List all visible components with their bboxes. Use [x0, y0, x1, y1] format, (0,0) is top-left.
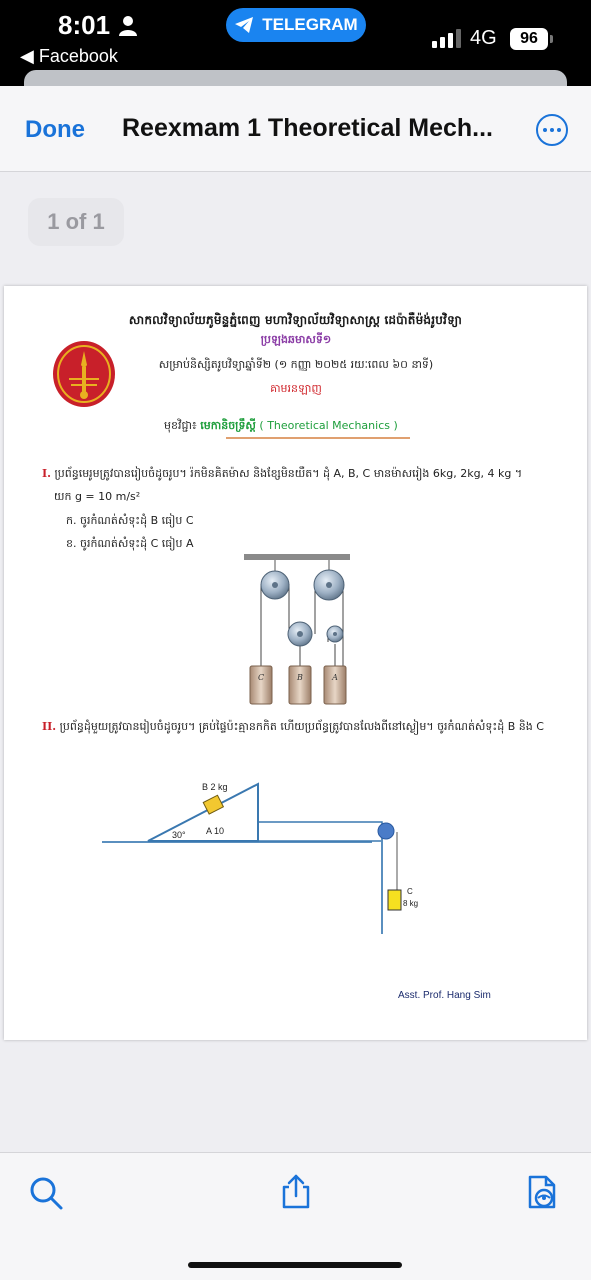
university-header: សាកលវិទ្យាល័យភូមិន្ទភ្នំពេញ មហាវិទ្យាល័យវិទ្យាសាស្ត្រ ដេប៉ាតឺម៉ង់រូបវិទ្យា: [128, 313, 463, 327]
telegram-icon: [234, 16, 254, 34]
subject-english: ( Theoretical Mechanics ): [255, 419, 398, 432]
status-time: 8:01: [58, 10, 111, 40]
block-c-name: C: [407, 887, 413, 896]
battery-level: 96: [510, 28, 548, 50]
subject-line: [164, 419, 398, 435]
mass-label-a: A: [332, 673, 338, 682]
incline-diagram: [102, 754, 419, 920]
page-counter: 1 of 1: [28, 198, 124, 246]
pulley-diagram: [244, 554, 350, 716]
nav-bar: [0, 86, 591, 172]
more-button[interactable]: [536, 114, 568, 146]
block-b-label: B 2 kg: [202, 782, 228, 792]
document-title: Reexmam 1 Theoretical Mech...: [122, 114, 493, 142]
markup-icon[interactable]: [524, 1173, 560, 1209]
status-bar: [0, 0, 591, 80]
university-emblem: [51, 339, 117, 409]
angle-label: 30°: [172, 830, 186, 840]
done-button[interactable]: Done: [25, 116, 85, 143]
more-icon: [543, 128, 561, 132]
question-2-number: II.: [42, 720, 57, 733]
subject-underline: [226, 437, 410, 439]
question-1-body: ប្រព័ន្ធមេរូមត្រូវបានរៀបចំដូចរូប។ រ៉កមិនគិតម៉ាស និងខ្សែមិនយឺត។ ដុំ A, B, C មានម៉ាសរៀង 6kg, 2kg, 4 kg ។: [50, 467, 523, 480]
subject-label: មុខវិជ្ជា៖: [164, 419, 201, 432]
document-page[interactable]: [4, 286, 587, 1040]
document-viewer-sheet: [0, 86, 591, 1280]
network-type: 4G: [470, 27, 497, 49]
question-1-text: [42, 467, 562, 483]
question-2-body: ប្រព័ន្ធដុំមួយត្រូវបានរៀបចំដូចរូប។ គ្រប់ផ្ទៃប៉ះគ្មានកកិត ហើយប្រព័ន្ធត្រូវបានលែងពីនៅស្ងៀម។ ចូរកំណត់សំទុះដុំ B និង C: [56, 720, 544, 733]
bottom-toolbar: [0, 1152, 591, 1280]
block-c-mass: 8 kg: [403, 899, 419, 908]
question-1-number: I.: [42, 467, 51, 480]
question-1-part-b: ខ. ចូរកំណត់សំទុះដុំ C ធៀប A: [66, 537, 194, 550]
telegram-pill[interactable]: [226, 8, 366, 42]
exam-mode: គាមរនឡាញ: [270, 382, 322, 395]
question-2-text: [42, 720, 582, 736]
share-icon[interactable]: [278, 1173, 314, 1209]
exam-info: សម្រាប់និស្សិតរូបវិទ្យាឆ្នាំទី២ (១ កញ្ញា ២០២៥ រយៈពេល ៦០ នាទី): [158, 358, 434, 371]
question-1-gravity: យក g = 10 m/s²: [54, 490, 141, 503]
question-1-part-a: ក. ចូរកំណត់សំទុះដុំ B ធៀប C: [66, 514, 194, 527]
author-signature: Asst. Prof. Hang Sim: [398, 990, 491, 1001]
signal-icon: [432, 28, 462, 48]
wedge-a-label: A 10: [206, 826, 225, 836]
person-icon: [118, 15, 138, 37]
exam-title: ប្រឡងឆមាសទី១: [260, 333, 332, 346]
home-indicator[interactable]: [188, 1262, 402, 1268]
telegram-pill-label: TELEGRAM: [262, 15, 358, 34]
back-to-app-link[interactable]: ◀ Facebook: [20, 46, 118, 66]
mass-label-b: B: [297, 673, 303, 682]
subject-name: មេកានិចទ្រឹស្តី: [200, 419, 256, 432]
search-icon[interactable]: [28, 1175, 64, 1211]
mass-label-c: C: [257, 673, 265, 682]
